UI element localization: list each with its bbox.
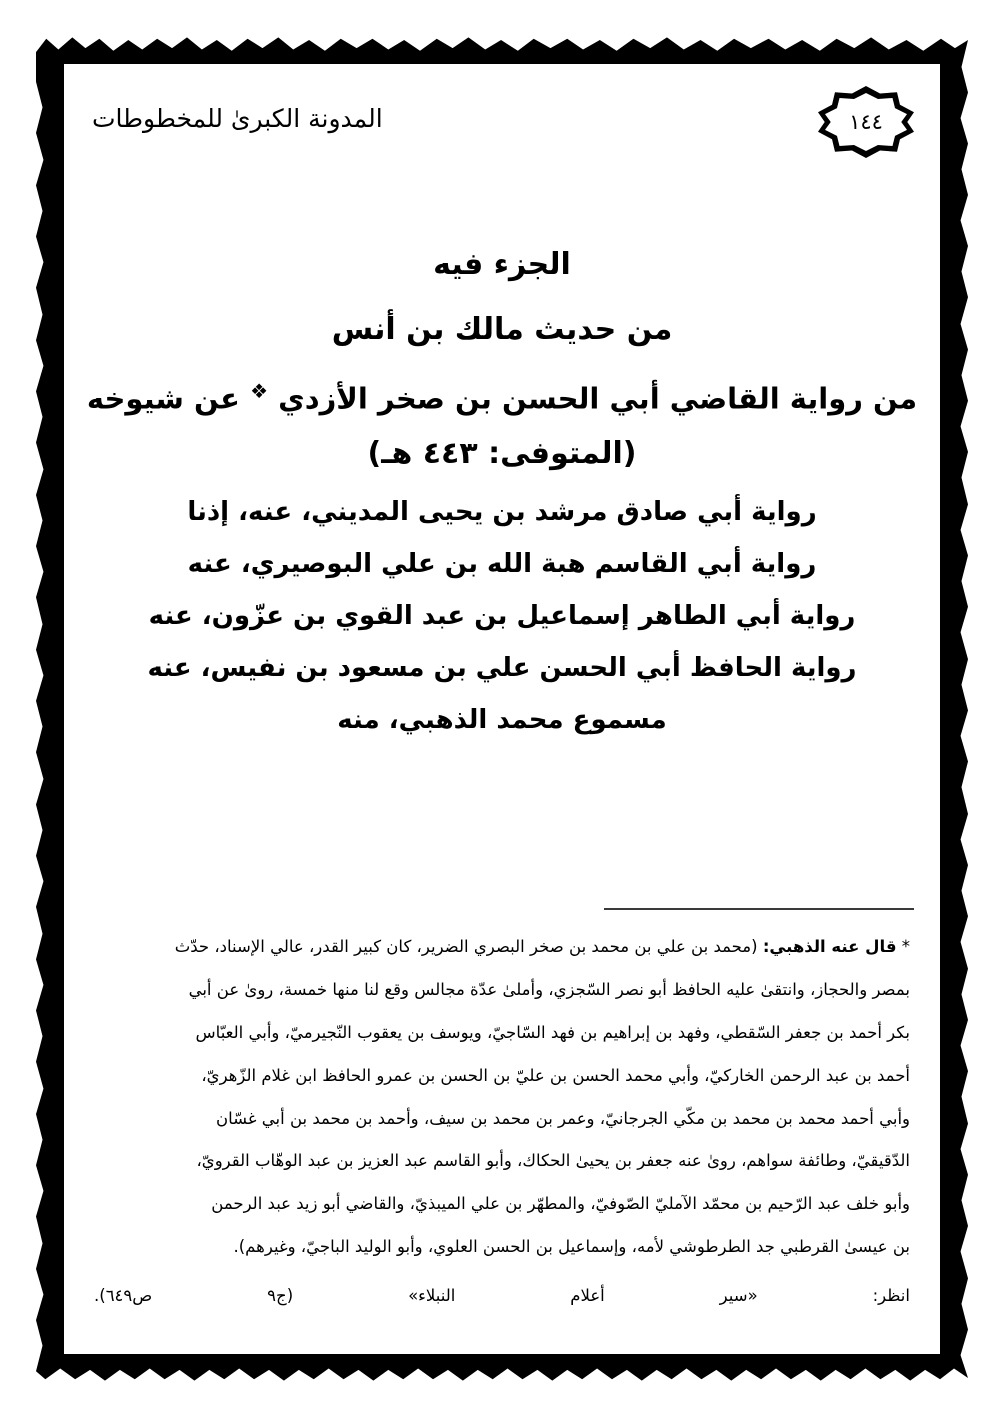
footnote-line-0: (محمد بن علي بن محمد بن صخر البصري الضرير، كان كبير القدر، عالي الإسناد، حدّث bbox=[174, 936, 758, 956]
title-block bbox=[72, 247, 932, 735]
footnote-line bbox=[94, 1098, 910, 1141]
footnote-line bbox=[94, 1055, 910, 1098]
title-line-9: مسموع محمد الذهبي، منه bbox=[337, 704, 667, 735]
footnote-text bbox=[72, 926, 932, 1318]
title-line-3 bbox=[72, 379, 932, 416]
footnote-source-citation: انظر: «سير أعلام النبلاء» (ج٩ ص٦٤٩). bbox=[94, 1286, 910, 1306]
footnote-line-content bbox=[175, 926, 910, 969]
footnote-line bbox=[94, 1012, 910, 1055]
header-title bbox=[72, 104, 792, 133]
footnote-line-3: أحمد بن عبد الرحمن الخاركيّ، وأبي محمد الحسن بن عليّ بن الحسن بن عمرو الحافظ ابن غلام الزّهريّ، bbox=[201, 1065, 910, 1085]
page-header bbox=[72, 82, 932, 162]
footnote-line bbox=[94, 1226, 910, 1269]
footnote-line bbox=[94, 1140, 910, 1183]
title-line-1: الجزء فيه bbox=[433, 247, 571, 282]
footnote-line bbox=[94, 926, 910, 969]
footnote-line-4: وأبي أحمد محمد بن محمد بن مكّي الجرجانيّ، وعمر بن محمد بن سيف، وأحمد بن محمد بن أبي غسّان bbox=[216, 1108, 910, 1128]
header-title-text: المدونة الكبرىٰ للمخطوطات bbox=[92, 104, 383, 133]
title-line-6: رواية أبي القاسم هبة الله بن علي البوصيري، عنه bbox=[187, 548, 817, 579]
title-line-3-before: من رواية القاضي أبي الحسن بن صخر الأزدي bbox=[278, 381, 918, 416]
footnote-marker: * bbox=[901, 936, 910, 956]
footnote-line-1: بمصر والحجاز، وانتقىٰ عليه الحافظ أبو نصر السّجزي، وأملىٰ عدّة مجالس وقع لنا منها خمسة، روىٰ عن أبي bbox=[188, 979, 910, 999]
title-line-3-after: عن شيوخه bbox=[86, 381, 240, 416]
footnote-line bbox=[94, 969, 910, 1012]
page-number-badge bbox=[818, 86, 914, 158]
title-line-5: رواية أبي صادق مرشد بن يحيى المديني، عنه، إذنا bbox=[187, 496, 817, 527]
footnote-separator bbox=[604, 908, 914, 910]
footnote-line-5: الدّقيقيّ، وطائفة سواهم، روىٰ عنه جعفر بن يحيىٰ الحكاك، وأبو القاسم عبد العزيز بن عبد الوهّاب القرويّ، bbox=[196, 1151, 910, 1171]
title-line-8: رواية الحافظ أبي الحسن علي بن مسعود بن نفيس، عنه bbox=[147, 652, 857, 683]
footnote-lead: قال عنه الذهبي: bbox=[762, 936, 897, 956]
title-line-2: من حديث مالك بن أنس bbox=[331, 312, 673, 347]
footnote-line-7: بن عيسىٰ القرطبي جد الطرطوشي لأمه، وإسماعيل بن الحسن العلوي، وأبو الوليد الباجيّ، وغيرهم). bbox=[233, 1237, 910, 1257]
footnote-line bbox=[94, 1183, 910, 1226]
footnote-marker-icon: ❖ bbox=[250, 379, 268, 403]
page-number: ١٤٤ bbox=[849, 110, 883, 134]
page-content bbox=[72, 72, 932, 1346]
title-line-7: رواية أبي الطاهر إسماعيل بن عبد القوي بن عزّون، عنه bbox=[148, 600, 856, 631]
footnote-line-6: وأبو خلف عبد الرّحيم بن محمّد الآمليّ الصّوفيّ، والمطهّر بن علي الميبذيّ، والقاضي أبو زيد عبد الرحمن bbox=[211, 1194, 910, 1214]
footnote-block bbox=[72, 908, 932, 1318]
title-line-death-date: (المتوفى: ٤٤٣ هـ) bbox=[367, 435, 637, 471]
footnote-line-2: بكر أحمد بن جعفر السّقطي، وفهد بن إبراهيم بن فهد السّاجيّ، ويوسف بن يعقوب النّجيرميّ، وأبي العبّاس bbox=[195, 1022, 910, 1042]
